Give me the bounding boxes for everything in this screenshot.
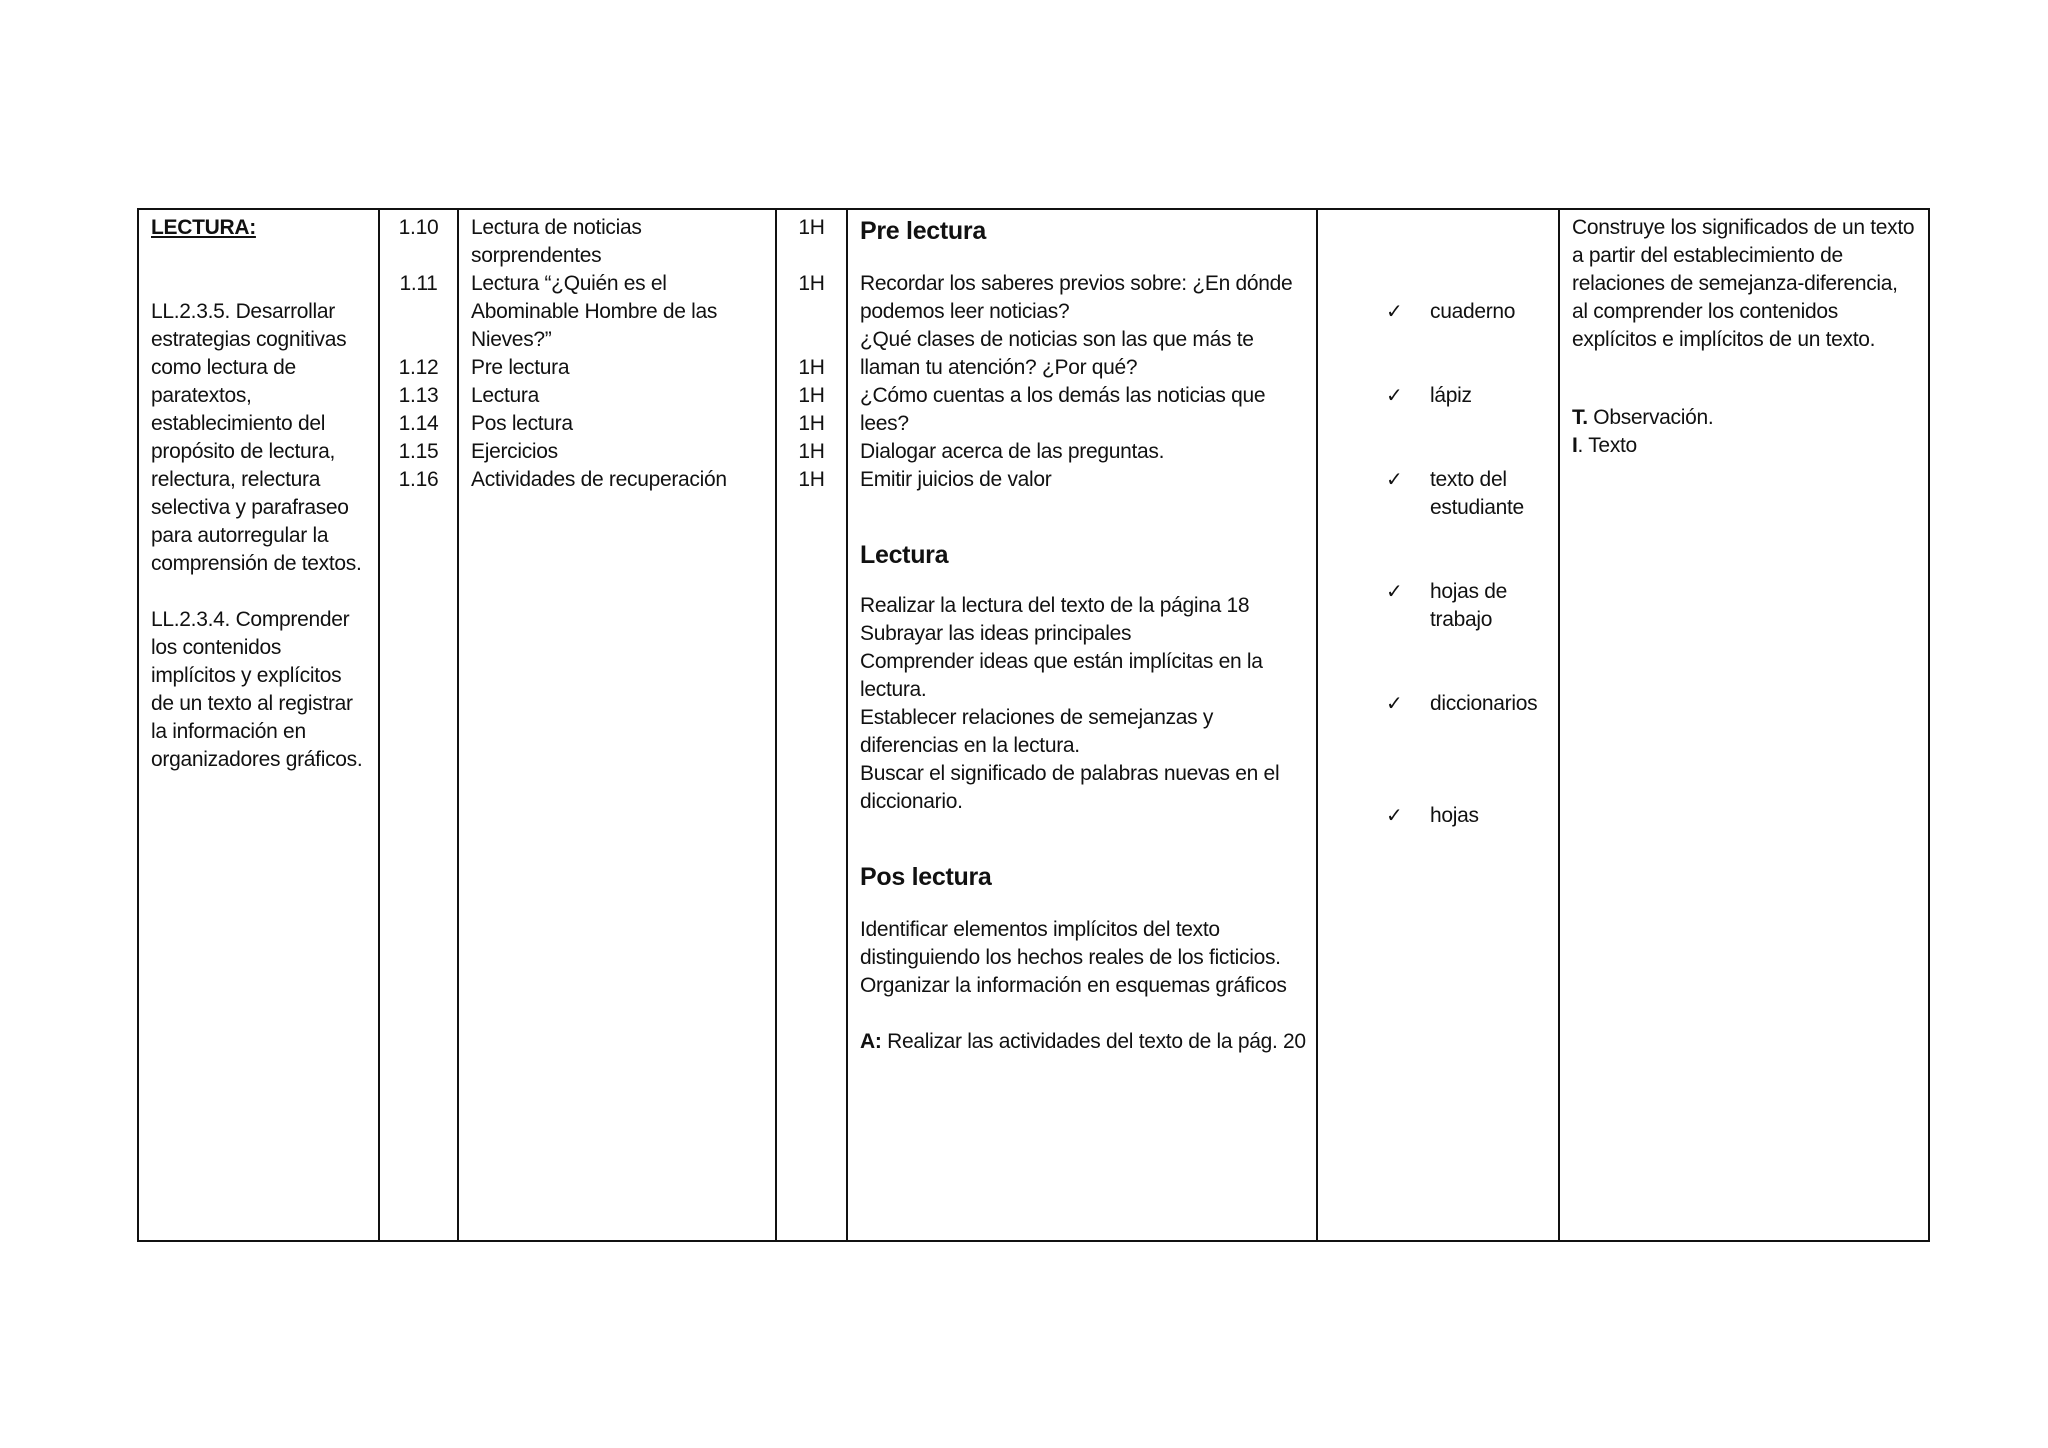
activity-line: Dialogar acerca de las preguntas. <box>860 440 1165 463</box>
skill-line: paratextos, <box>151 384 252 407</box>
check-icon: ✓ <box>1386 469 1403 491</box>
resource-label: hojas <box>1430 804 1479 827</box>
activity-line: distinguiendo los hechos reales de los ficticios. <box>860 946 1281 969</box>
session-number: 1.12 <box>398 356 439 379</box>
criterion-line: Construye los significados de un texto <box>1572 216 1915 239</box>
session-hours: 1H <box>798 356 825 379</box>
session-number: 1.14 <box>398 412 439 435</box>
resource-label: estudiante <box>1430 496 1524 519</box>
activity-line: Emitir juicios de valor <box>860 468 1052 491</box>
lectura-block <box>860 592 1304 816</box>
instrument-line <box>1572 432 1916 460</box>
activities-cell <box>847 209 1317 1241</box>
check-icon: ✓ <box>1386 805 1403 827</box>
activity-line: llaman tu atención? ¿Por qué? <box>860 356 1138 379</box>
recovery-activity <box>860 1028 1304 1056</box>
session-hours-cell <box>776 209 847 1241</box>
activity-line: Buscar el significado de palabras nuevas en el <box>860 762 1280 785</box>
skills-cell <box>138 209 379 1241</box>
skill-line: de un texto al registrar <box>151 692 353 715</box>
session-title: sorprendentes <box>471 244 602 267</box>
activity-line: diferencias en la lectura. <box>860 734 1080 757</box>
activity-line: ¿Cómo cuentas a los demás las noticias que <box>860 384 1266 407</box>
activity-line: Establecer relaciones de semejanzas y <box>860 706 1214 729</box>
session-hours: 1H <box>798 384 825 407</box>
resource-item <box>1386 578 1546 634</box>
activity-line: Identificar elementos implícitos del texto <box>860 918 1220 941</box>
session-title: Pos lectura <box>471 412 573 435</box>
activity-line: lectura. <box>860 678 927 701</box>
session-hours: 1H <box>798 412 825 435</box>
resources-list <box>1330 298 1546 830</box>
skill-line: organizadores gráficos. <box>151 748 363 771</box>
session-title: Abominable Hombre de las <box>471 300 718 323</box>
skill-line: como lectura de <box>151 356 296 379</box>
session-titles-cell <box>458 209 776 1241</box>
instrument-label: I <box>1572 434 1578 457</box>
resource-item <box>1386 382 1546 410</box>
skills-heading: LECTURA: <box>151 216 256 239</box>
recovery-label: A: <box>860 1030 882 1053</box>
skill-line: selectiva y parafraseo <box>151 496 349 519</box>
activity-line: lees? <box>860 412 909 435</box>
session-hours: 1H <box>798 216 825 239</box>
session-title: Actividades de recuperación <box>471 468 727 491</box>
activity-line: ¿Qué clases de noticias son las que más te <box>860 328 1254 351</box>
session-number: 1.16 <box>398 468 439 491</box>
skill-line: estrategias cognitivas <box>151 328 347 351</box>
activity-line: Realizar la lectura del texto de la página 18 <box>860 594 1250 617</box>
resource-label: hojas de <box>1430 580 1507 603</box>
planning-row <box>138 209 1929 1241</box>
resource-label: texto del <box>1430 468 1507 491</box>
session-number: 1.13 <box>398 384 439 407</box>
skill-line: para autorregular la <box>151 524 329 547</box>
session-title: Lectura <box>471 384 539 407</box>
resource-item <box>1386 466 1546 522</box>
technique-line <box>1572 404 1916 432</box>
skill-line: propósito de lectura, <box>151 440 335 463</box>
skill-ll-2-3-4 <box>151 606 366 774</box>
pre-lectura-block <box>860 270 1304 494</box>
skill-line: comprensión de textos. <box>151 552 362 575</box>
skill-line: LL.2.3.4. Comprender <box>151 608 350 631</box>
criterion-line: relaciones de semejanza-diferencia, <box>1572 272 1898 295</box>
skill-ll-2-3-5 <box>151 298 366 578</box>
skill-line: establecimiento del <box>151 412 326 435</box>
technique-label: T. <box>1572 406 1588 429</box>
resource-item <box>1386 690 1546 718</box>
activity-line: diccionario. <box>860 790 963 813</box>
resource-label: lápiz <box>1430 384 1472 407</box>
evaluation-cell <box>1559 209 1929 1241</box>
session-title: Lectura “¿Quién es el <box>471 272 667 295</box>
skill-line: implícitos y explícitos <box>151 664 342 687</box>
session-hours: 1H <box>798 468 825 491</box>
resource-item <box>1386 802 1546 830</box>
session-hours: 1H <box>798 440 825 463</box>
criterion-line: explícitos e implícitos de un texto. <box>1572 328 1876 351</box>
evaluation-criterion <box>1572 214 1916 354</box>
check-icon: ✓ <box>1386 581 1403 603</box>
planning-table <box>137 208 1930 1242</box>
pre-lectura-heading: Pre lectura <box>860 217 986 245</box>
session-title: Lectura de noticias <box>471 216 642 239</box>
criterion-line: a partir del establecimiento de <box>1572 244 1843 267</box>
check-icon: ✓ <box>1386 693 1403 715</box>
check-icon: ✓ <box>1386 385 1403 407</box>
skill-line: LL.2.3.5. Desarrollar <box>151 300 335 323</box>
lectura-heading: Lectura <box>860 541 949 569</box>
skill-line: relectura, relectura <box>151 468 321 491</box>
activity-line: Organizar la información en esquemas gráficos <box>860 974 1287 997</box>
skill-line: los contenidos <box>151 636 282 659</box>
resource-label: diccionarios <box>1430 692 1538 715</box>
activity-line: Subrayar las ideas principales <box>860 622 1132 645</box>
session-title: Nieves?” <box>471 328 552 351</box>
session-number: 1.11 <box>399 272 438 295</box>
session-number: 1.10 <box>398 216 439 239</box>
skill-line: la información en <box>151 720 306 743</box>
session-number: 1.15 <box>398 440 439 463</box>
resource-label: cuaderno <box>1430 300 1516 323</box>
activity-line: podemos leer noticias? <box>860 300 1070 323</box>
resource-item <box>1386 298 1546 326</box>
session-hours: 1H <box>798 272 825 295</box>
activity-line: Comprender ideas que están implícitas en la <box>860 650 1263 673</box>
pos-lectura-block <box>860 916 1304 1000</box>
pos-lectura-heading: Pos lectura <box>860 863 992 891</box>
recovery-text: Realizar las actividades del texto de la pág. 20 <box>881 1030 1306 1053</box>
session-title: Ejercicios <box>471 440 558 463</box>
technique-text: Observación. <box>1587 406 1714 429</box>
resources-cell <box>1317 209 1559 1241</box>
activity-line: Recordar los saberes previos sobre: ¿En dónde <box>860 272 1293 295</box>
session-numbers-cell <box>379 209 458 1241</box>
session-title: Pre lectura <box>471 356 570 379</box>
resource-label: trabajo <box>1430 608 1493 631</box>
check-icon: ✓ <box>1386 301 1403 323</box>
instrument-text: . Texto <box>1577 434 1637 457</box>
criterion-line: al comprender los contenidos <box>1572 300 1838 323</box>
